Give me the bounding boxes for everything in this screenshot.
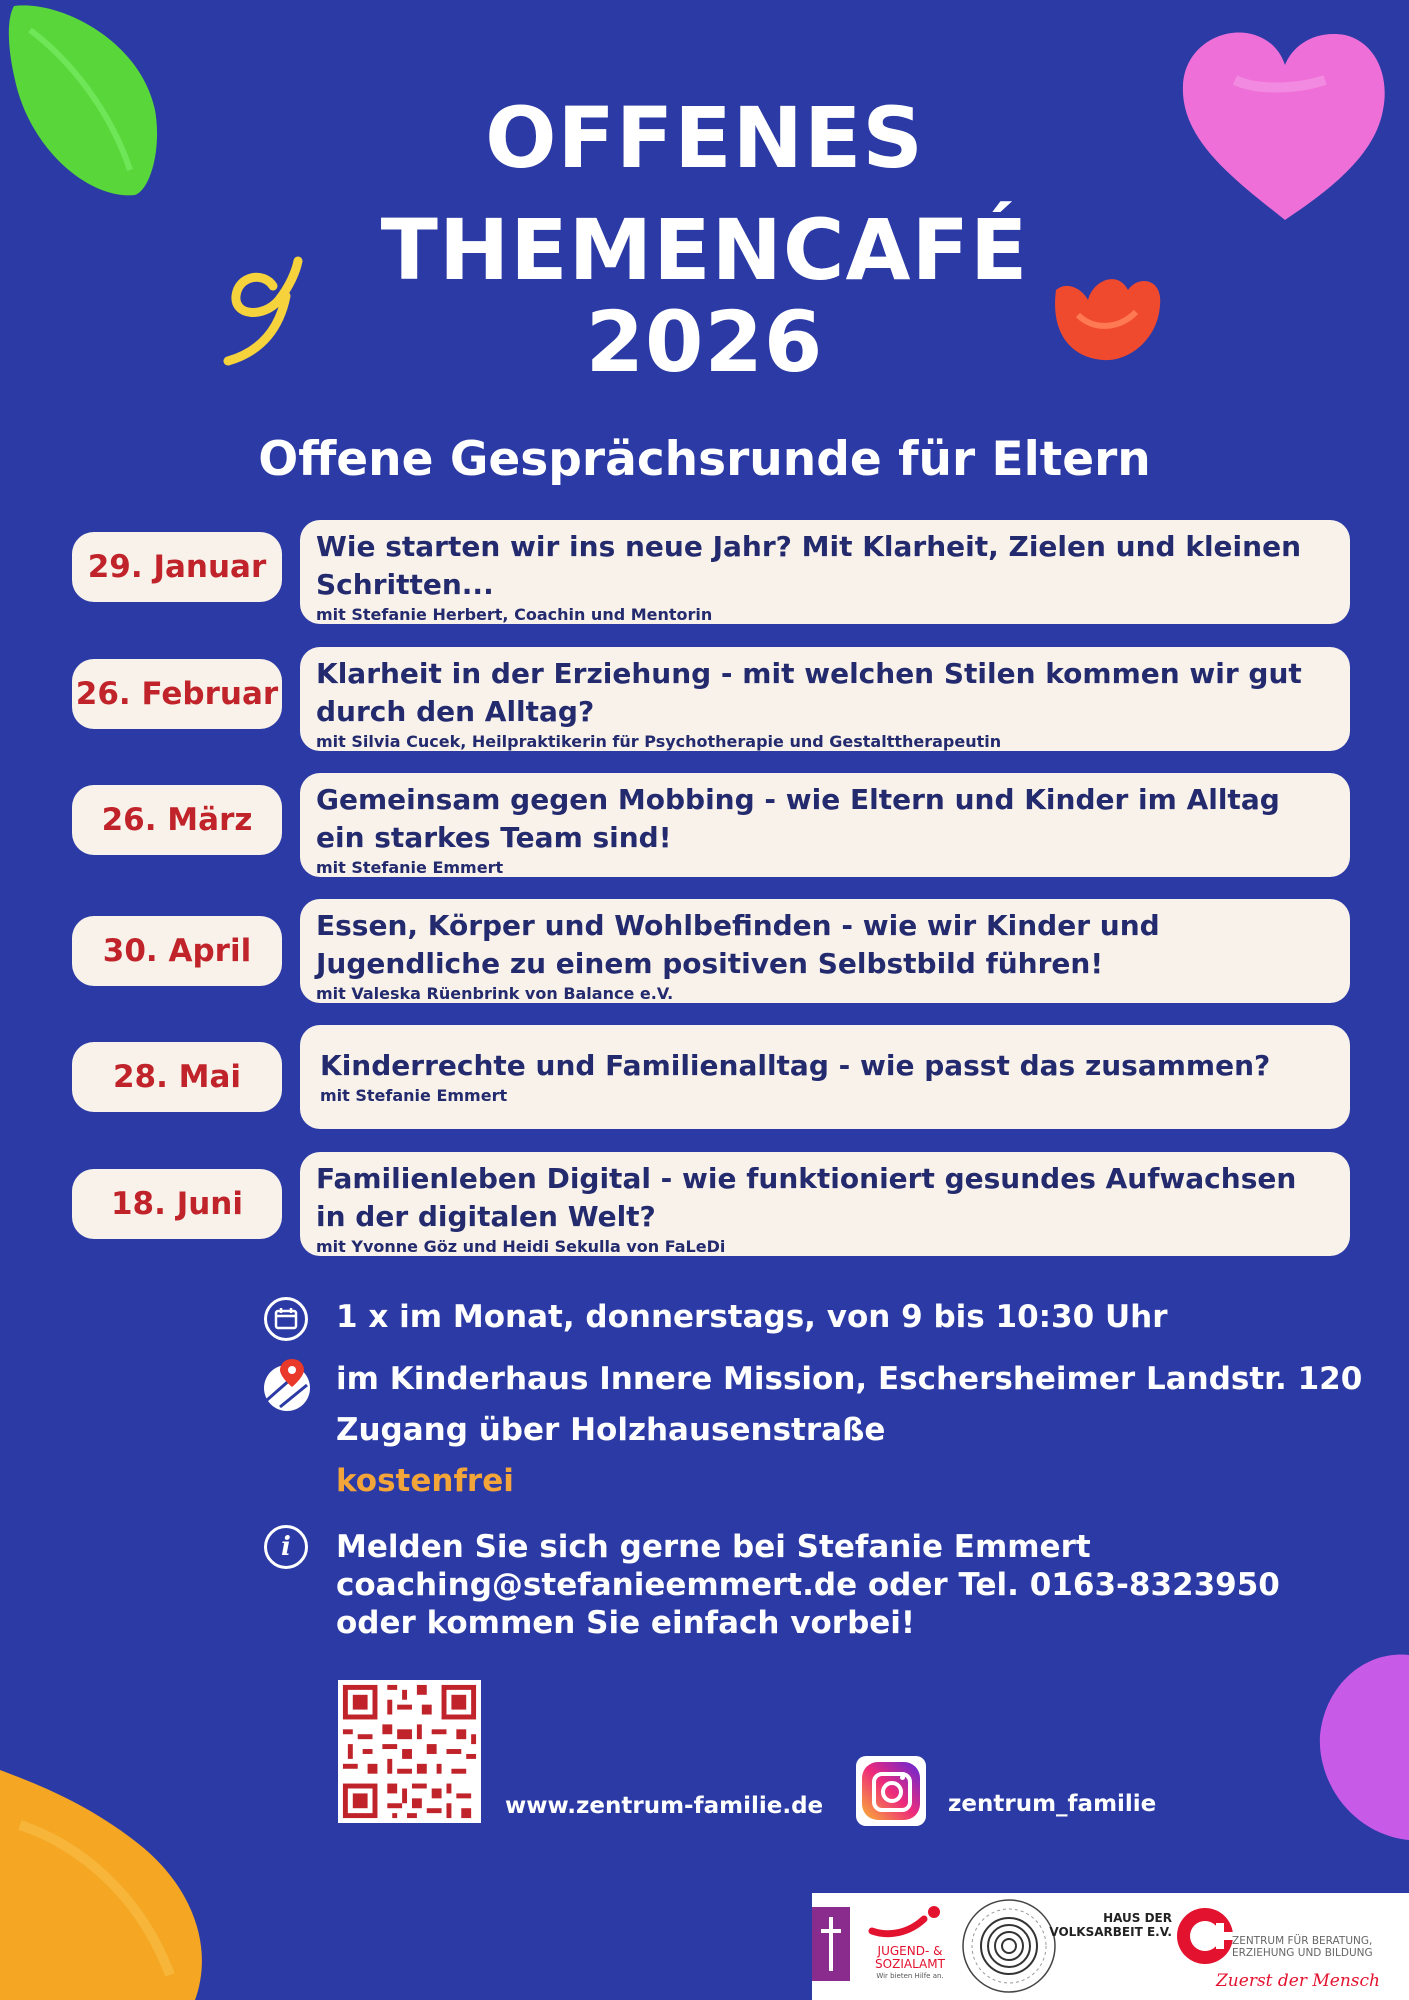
instagram-handle[interactable]: zentrum_familie bbox=[948, 1791, 1157, 1817]
jugend-line-3: Wir bieten Hilfe an. bbox=[876, 1972, 944, 1980]
zentrum-line-1: ZENTRUM FÜR BERATUNG, bbox=[1232, 1935, 1373, 1947]
event-date: 28. Mai bbox=[72, 1042, 282, 1112]
event-card bbox=[300, 899, 1350, 1003]
find-your-way-logo bbox=[960, 1897, 1058, 1995]
jugend-line-2: SOZIALAMT bbox=[875, 1957, 945, 1971]
diakonie-logo bbox=[812, 1907, 850, 1981]
schedule-text: 1 x im Monat, donnerstags, von 9 bis 10:30 Uhr bbox=[336, 1299, 1168, 1335]
event-date: 18. Juni bbox=[72, 1169, 282, 1239]
title-line-2: THEMENCAFÉ bbox=[380, 201, 1029, 299]
title-line-1: OFFENES bbox=[485, 89, 924, 187]
event-card bbox=[300, 1025, 1350, 1129]
event-card bbox=[300, 647, 1350, 751]
event-speaker: mit Stefanie Emmert bbox=[320, 1086, 508, 1105]
event-title: Kinderrechte und Familienalltag - wie passt das zusammen? bbox=[320, 1049, 1271, 1082]
event-speaker: mit Silvia Cucek, Heilpraktikerin für Psychotherapie und Gestalttherapeutin bbox=[316, 732, 1002, 751]
contact-line-3: oder kommen Sie einfach vorbei! bbox=[336, 1605, 916, 1641]
event-card bbox=[300, 520, 1350, 624]
event-title: Klarheit in der Erziehung - mit welchen Stilen kommen wir gut durch den Alltag? bbox=[316, 657, 1302, 728]
zentrum-line-2: ERZIEHUNG UND BILDUNG bbox=[1232, 1947, 1373, 1959]
event-card bbox=[300, 773, 1350, 877]
jugend-line-1: JUGEND- & bbox=[877, 1944, 943, 1958]
contact-line-1: Melden Sie sich gerne bei Stefanie Emmert bbox=[336, 1529, 1091, 1565]
event-date: 30. April bbox=[72, 916, 282, 986]
orange-blob-decoration bbox=[0, 1765, 210, 2000]
jugend-sozialamt-logo bbox=[864, 1903, 956, 1993]
instagram-icon[interactable] bbox=[856, 1756, 926, 1826]
event-speaker: mit Yvonne Göz und Heidi Sekulla von FaLeDi bbox=[316, 1237, 726, 1256]
calendar-icon bbox=[264, 1297, 308, 1341]
event-title: Familienleben Digital - wie funktioniert gesundes Aufwachsen in der digitalen Welt? bbox=[316, 1162, 1297, 1233]
map-pin-icon bbox=[262, 1357, 312, 1413]
haus-line-2: VOLKSARBEIT E.V. bbox=[1049, 1925, 1172, 1939]
price-text: kostenfrei bbox=[336, 1463, 514, 1499]
event-date: 26. Februar bbox=[72, 659, 282, 729]
website-link[interactable]: www.zentrum-familie.de bbox=[505, 1793, 824, 1819]
purple-blob-decoration bbox=[1315, 1645, 1409, 1845]
location-line-1: im Kinderhaus Innere Mission, Eschersheimer Landstr. 120 bbox=[336, 1361, 1363, 1397]
title-line-3: 2026 bbox=[585, 293, 824, 391]
haus-line-1: HAUS DER bbox=[1103, 1911, 1172, 1925]
event-card bbox=[300, 1152, 1350, 1256]
event-title: Essen, Körper und Wohlbefinden - wie wir Kinder und Jugendliche zu einem positiven Selbstbild führen! bbox=[316, 909, 1160, 980]
location-line-2: Zugang über Holzhausenstraße bbox=[336, 1412, 886, 1448]
zentrum-logo-mark bbox=[1174, 1905, 1236, 1967]
event-title: Wie starten wir ins neue Jahr? Mit Klarheit, Zielen und kleinen Schritten... bbox=[316, 530, 1302, 601]
subtitle: Offene Gesprächsrunde für Eltern bbox=[258, 432, 1151, 487]
event-speaker: mit Stefanie Herbert, Coachin und Mentorin bbox=[316, 605, 713, 624]
event-speaker: mit Stefanie Emmert bbox=[316, 858, 504, 877]
info-icon: i bbox=[264, 1525, 308, 1569]
zentrum-tagline: Zuerst der Mensch bbox=[1216, 1971, 1380, 1991]
qr-code[interactable] bbox=[338, 1680, 481, 1823]
event-date: 29. Januar bbox=[72, 532, 282, 602]
contact-line-2: coaching@stefanieemmert.de oder Tel. 0163-8323950 bbox=[336, 1567, 1280, 1603]
event-title: Gemeinsam gegen Mobbing - wie Eltern und Kinder im Alltag ein starkes Team sind! bbox=[316, 783, 1280, 854]
sponsor-logo-bar bbox=[812, 1893, 1409, 2000]
event-speaker: mit Valeska Rüenbrink von Balance e.V. bbox=[316, 984, 674, 1003]
event-date: 26. März bbox=[72, 785, 282, 855]
